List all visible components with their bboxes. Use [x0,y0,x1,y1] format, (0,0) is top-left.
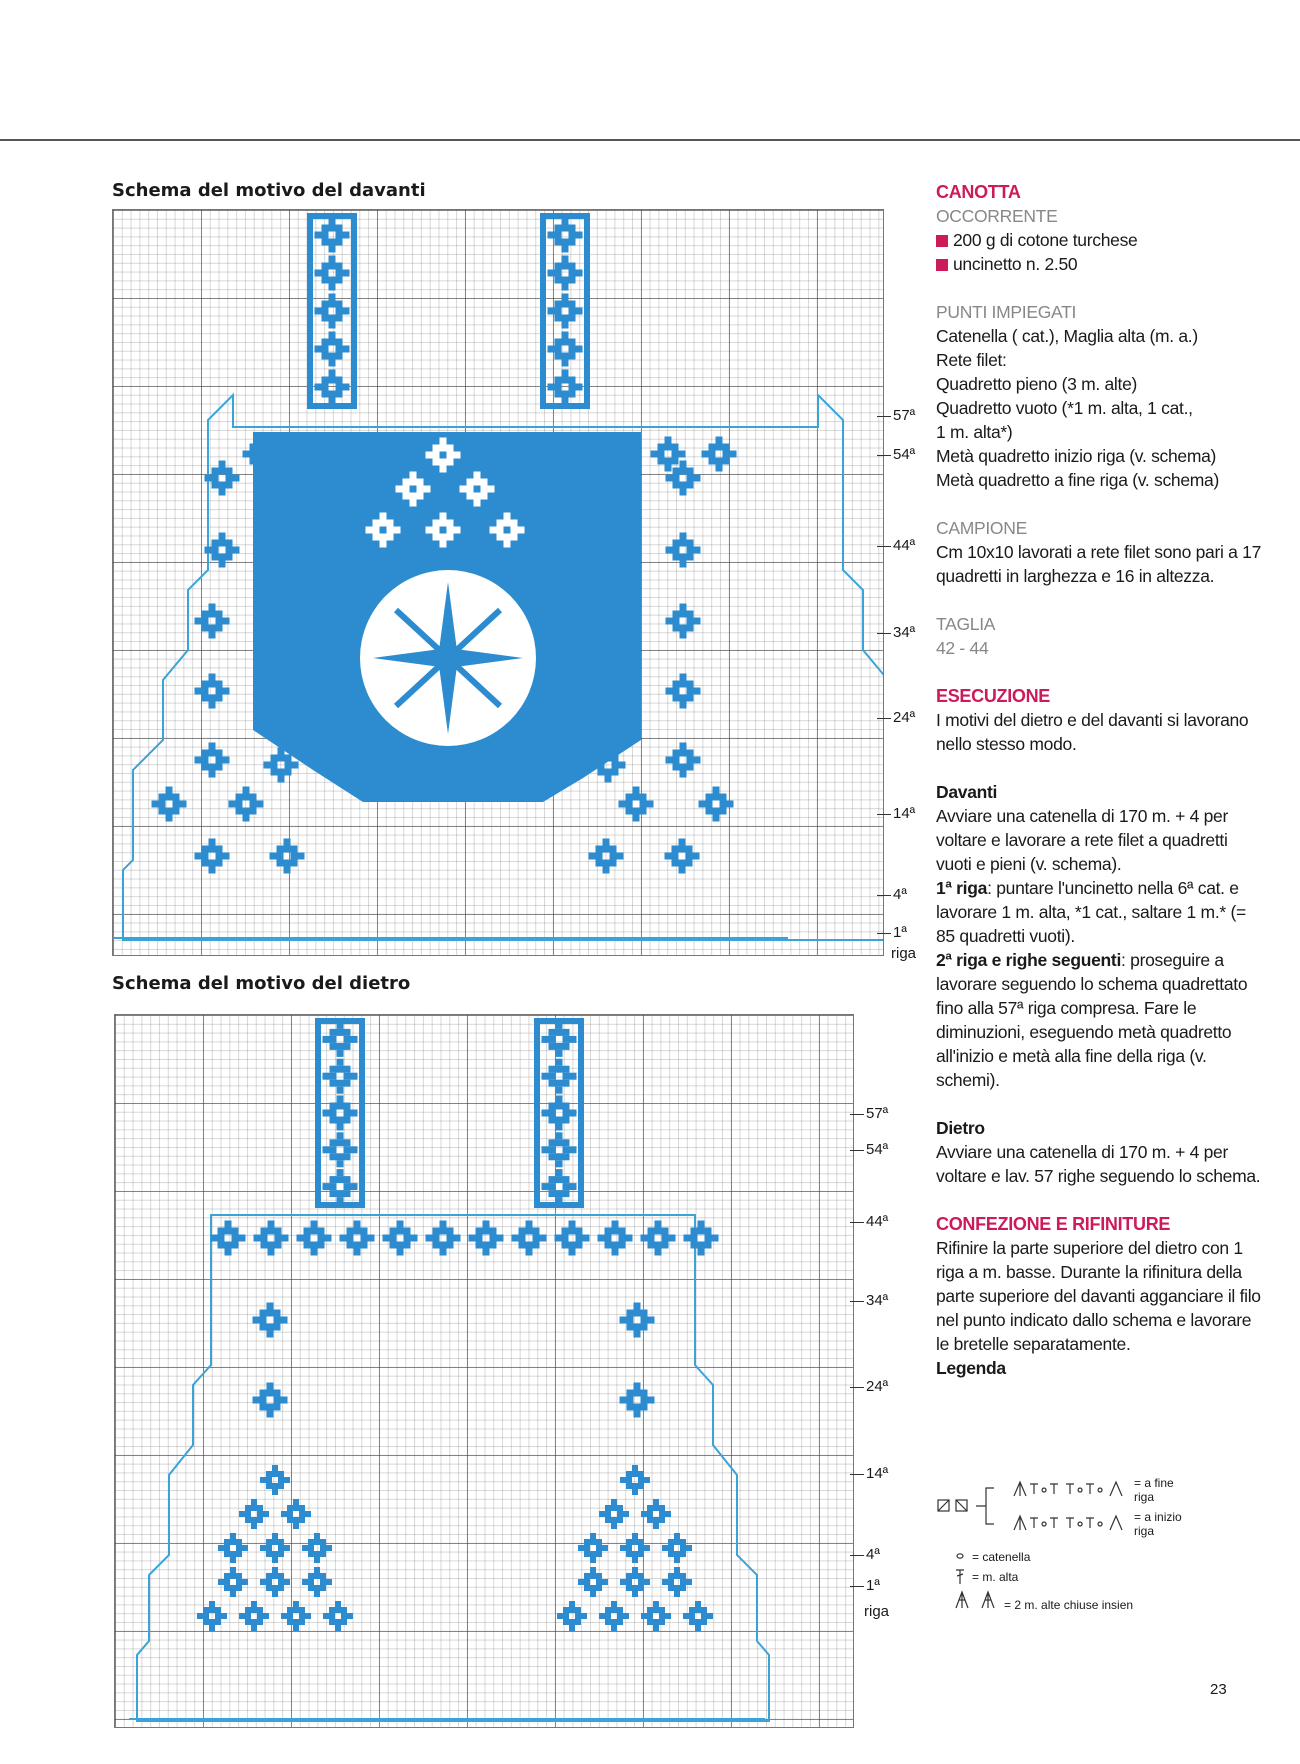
filet-diamond-motif [197,1601,227,1631]
row-tick [850,1474,864,1475]
confezione-text: Rifinire la parte superiore del dietro con 1 riga a m. basse. Durante la rifinitura della parte superiore del davanti agganciare il filo nel punto indicato dallo schema e lavorare le bretelle separatamente. [936,1238,1261,1354]
filet-diamond-motif [315,218,350,253]
page-number: 23 [1210,1681,1227,1698]
row-label: 34ª [866,1292,889,1309]
filet-diamond-motif [239,1601,269,1631]
filet-diamond-motif [195,604,230,639]
esecuzione-heading: ESECUZIONE [936,686,1051,706]
filet-diamond-motif [557,1601,587,1631]
filet-diamond-motif [548,218,583,253]
filet-diamond-motif [302,1567,332,1597]
legend-start-label: = a inizio riga [1134,1510,1182,1538]
bullet-square-icon [936,259,948,271]
filet-diamond-motif [323,1059,358,1094]
filet-diamond-motif [641,1601,671,1631]
riga1-paragraph: 1ª riga: puntare l'uncinetto nella 6ª cat. e lavorare 1 m. alta, *1 cat., saltare 1 m.* (= 85 quadretti vuoti). [936,878,1246,946]
row-label: 57ª [893,407,916,424]
riga2-paragraph: 2ª riga e righe seguenti: proseguire a lavorare seguendo lo schema quadrettato fino alla 57ª riga compresa. Fare le diminuzioni, eseguendo metà quadretto all'inizio e metà alla fine della riga (v. schemi). [936,950,1248,1090]
filet-diamond-motif [281,1601,311,1631]
filet-diamond-motif [205,461,240,496]
back-chart-title: Schema del motivo del dietro [112,973,411,994]
filet-diamond-motif [620,1383,655,1418]
filet-diamond-motif [548,256,583,291]
row-label: 4ª [866,1546,880,1563]
row-label: 14ª [893,805,916,822]
filet-diamond-motif [253,1303,288,1338]
back-filet-chart [114,1014,854,1728]
instructions-column [936,180,1266,1380]
filet-diamond-motif [254,1221,289,1256]
row-tick [850,1555,864,1556]
filet-diamond-motif [666,533,701,568]
filet-diamond-motif [599,1499,629,1529]
filet-diamond-motif [253,1383,288,1418]
legend-dc-label: = m. alta [972,1570,1019,1584]
campione-text: Cm 10x10 lavorati a rete filet sono pari a 17 quadretti in larghezza e 16 in altezza. [936,542,1262,586]
filet-diamond-motif [260,1567,290,1597]
punti-line: Quadretto pieno (3 m. alte) [936,374,1138,394]
davanti-text: Avviare una catenella di 170 m. + 4 per voltare e lavorare a rete filet a quadretti vuoti e pieni (v. schema). [936,806,1228,874]
filet-diamond-motif [340,1221,375,1256]
filet-diamond-motif [542,1132,577,1167]
dietro-text: Avviare una catenella di 170 m. + 4 per voltare e lav. 57 righe seguendo lo schema. [936,1142,1261,1186]
row-tick [877,933,891,934]
punti-heading: PUNTI IMPIEGATI [936,302,1077,322]
filet-diamond-motif [152,787,187,822]
row-label: 57ª [866,1105,889,1122]
filet-diamond-motif [699,787,734,822]
filet-diamond-motif [542,1096,577,1131]
filet-diamond-motif [666,674,701,709]
row-label: 14ª [866,1465,889,1482]
row-label: 1ª [866,1577,880,1594]
article-title: CANOTTA [936,182,1021,202]
taglia-heading: TAGLIA [936,614,996,634]
decrease-icon [956,1592,968,1608]
filet-diamond-motif [599,1601,629,1631]
row-label: 24ª [893,709,916,726]
row-tick [877,455,891,456]
piece-outline [137,1215,769,1721]
riga-label: riga [891,945,917,962]
filet-diamond-motif [302,1533,332,1563]
filet-diamond-motif [620,1567,650,1597]
chain-stitch-icon [957,1554,963,1558]
row-tick [877,416,891,417]
filet-diamond-motif [229,787,264,822]
filet-diamond-motif [666,604,701,639]
legend-chain-label: = catenella [972,1550,1031,1564]
row-tick [850,1114,864,1115]
filet-diamond-motif [297,1221,332,1256]
bullet-square-icon [936,235,948,247]
filet-diamond-motif [426,1221,461,1256]
legend [936,1470,1256,1620]
row-tick [877,718,891,719]
row-tick [850,1222,864,1223]
filet-diamond-motif [662,1533,692,1563]
confezione-heading: CONFEZIONE E RIFINITURE [936,1214,1171,1234]
filet-diamond-motif [662,1567,692,1597]
filet-diamond-motif [512,1221,547,1256]
row-label: 54ª [893,446,916,463]
row-label: 4ª [893,886,907,903]
filet-diamond-motif [195,743,230,778]
filet-diamond-motif [218,1533,248,1563]
occorrente-item: uncinetto n. 2.50 [936,252,1266,276]
filet-diamond-motif [315,332,350,367]
front-filet-chart [112,209,884,956]
filet-diamond-motif [666,743,701,778]
filet-diamond-motif [323,1169,358,1204]
filet-diamond-motif [469,1221,504,1256]
punti-line: Metà quadretto inizio riga (v. schema) [936,446,1217,466]
punti-line: Quadretto vuoto (*1 m. alta, 1 cat., [936,398,1193,418]
filet-diamond-motif [548,294,583,329]
filet-diamond-motif [548,332,583,367]
filet-diamond-motif [195,674,230,709]
row-tick [877,633,891,634]
filet-diamond-motif [315,370,350,405]
filet-diamond-motif [619,787,654,822]
filet-diamond-motif [281,1499,311,1529]
filet-diamond-motif [542,1169,577,1204]
row-tick [850,1301,864,1302]
filet-diamond-motif [578,1533,608,1563]
filet-diamond-motif [542,1059,577,1094]
filet-diamond-motif [323,1096,358,1131]
legend-end-label: = a fine riga [1134,1476,1174,1504]
filet-diamond-motif [323,1132,358,1167]
filet-diamond-motif [665,839,700,874]
filet-diamond-motif [598,1221,633,1256]
filet-diamond-motif [205,533,240,568]
filet-diamond-motif [383,1221,418,1256]
filet-diamond-motif [589,839,624,874]
legend-decrease-label: = 2 m. alte chiuse insien [1004,1598,1134,1612]
filet-diamond-motif [683,1601,713,1631]
filet-diamond-motif [620,1533,650,1563]
filet-diamond-motif [542,1022,577,1057]
row-tick [850,1387,864,1388]
riga-label: riga [864,1603,890,1620]
occorrente-item: 200 g di cotone turchese [936,228,1266,252]
legenda-heading: Legenda [936,1358,1006,1378]
filet-diamond-motif [270,839,305,874]
row-label: 1ª [893,924,907,941]
filet-diamond-motif [323,1601,353,1631]
filet-diamond-motif [260,1533,290,1563]
row-label: 34ª [893,624,916,641]
filet-diamond-motif [620,1303,655,1338]
punti-line: Metà quadretto a fine riga (v. schema) [936,470,1219,490]
row-label: 24ª [866,1378,889,1395]
row-label: 44ª [893,537,916,554]
occorrente-heading: OCCORRENTE [936,206,1058,226]
filet-diamond-motif [578,1567,608,1597]
punti-line: Rete filet: [936,350,1007,370]
top-rule [0,139,1300,141]
row-tick [877,814,891,815]
filet-diamond-motif [218,1567,248,1597]
cluster-stitch-icon [1014,1482,1026,1496]
punti-line: 1 m. alta*) [936,422,1013,442]
esecuzione-text: I motivi del dietro e del davanti si lavorano nello stesso modo. [936,710,1249,754]
filet-diamond-motif [315,294,350,329]
front-chart-title: Schema del motivo del davanti [112,180,426,201]
filet-diamond-motif [641,1499,671,1529]
taglia-value: 42 - 44 [936,638,989,658]
double-crochet-icon [956,1570,964,1584]
davanti-heading: Davanti [936,782,998,802]
punti-line: Catenella ( cat.), Maglia alta (m. a.) [936,326,1198,346]
filet-diamond-motif [195,839,230,874]
filet-diamond-motif [323,1022,358,1057]
row-tick [877,895,891,896]
filet-diamond-motif [555,1221,590,1256]
dietro-heading: Dietro [936,1118,985,1138]
filet-diamond-motif [702,437,737,472]
row-tick [877,546,891,547]
filet-diamond-motif [641,1221,676,1256]
filet-diamond-motif [260,1465,290,1495]
filet-diamond-motif [239,1499,269,1529]
filet-diamond-motif [548,370,583,405]
filet-diamond-motif [211,1221,246,1256]
filet-diamond-motif [315,256,350,291]
row-label: 54ª [866,1141,889,1158]
campione-heading: CAMPIONE [936,518,1027,538]
filet-diamond-motif [684,1221,719,1256]
row-tick [850,1586,864,1587]
filet-diamond-motif [620,1465,650,1495]
row-tick [850,1150,864,1151]
row-label: 44ª [866,1213,889,1230]
